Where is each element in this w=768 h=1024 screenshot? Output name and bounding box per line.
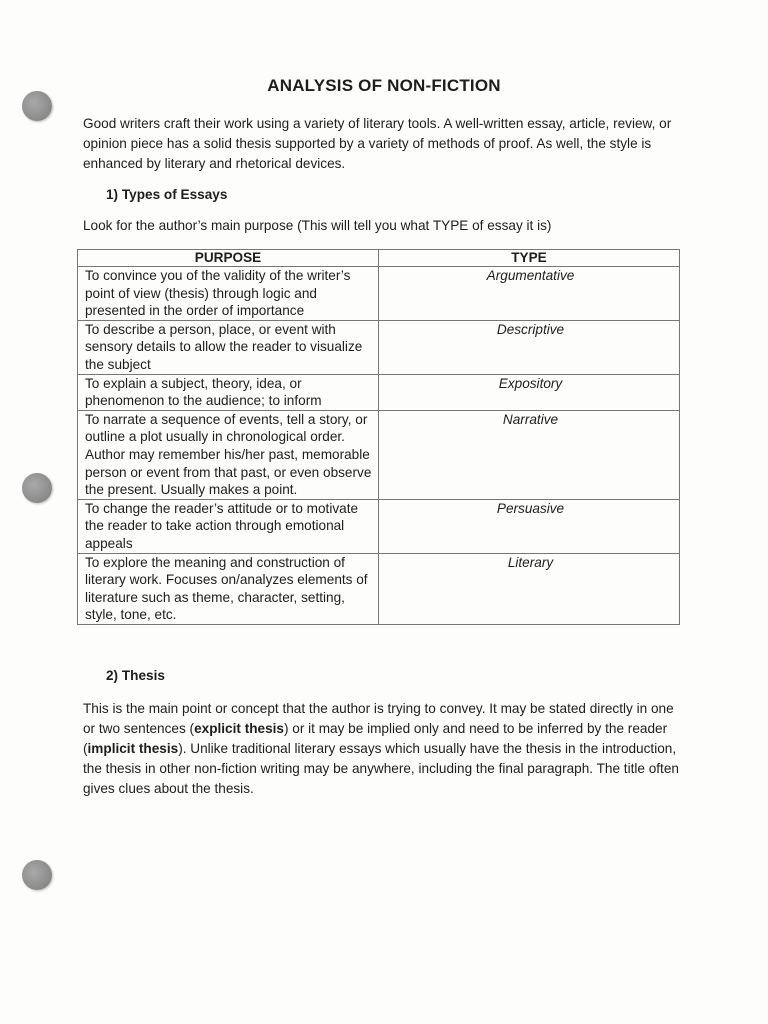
essay-types-table bbox=[77, 249, 680, 625]
page-title: ANALYSIS OF NON-FICTION bbox=[267, 76, 501, 95]
purpose-cell: To describe a person, place, or event with sensory details to allow the reader to visualize the subject bbox=[78, 320, 379, 374]
thesis-text-part: ). Unlike traditional literary essays which usually have the thesis in the introduction, the thesis in other non-fiction writing may be anywhere, including the final paragraph. The title often gives clues about the thesis. bbox=[83, 741, 679, 796]
explicit-thesis-term: explicit thesis bbox=[194, 721, 284, 736]
table-row bbox=[78, 499, 680, 553]
type-cell: Narrative bbox=[379, 410, 680, 499]
section-heading-types: 1) Types of Essays bbox=[106, 187, 228, 202]
purpose-cell: To explain a subject, theory, idea, or phenomenon to the audience; to inform bbox=[78, 374, 379, 410]
column-header-type: TYPE bbox=[379, 250, 680, 267]
type-cell: Persuasive bbox=[379, 499, 680, 553]
section-heading-thesis: 2) Thesis bbox=[106, 668, 165, 683]
binder-hole-bottom bbox=[22, 860, 52, 890]
type-cell: Descriptive bbox=[379, 320, 680, 374]
table-row bbox=[78, 374, 680, 410]
type-cell: Argumentative bbox=[379, 267, 680, 321]
type-cell: Literary bbox=[379, 553, 680, 624]
instruction-text: Look for the author’s main purpose (This will tell you what TYPE of essay it is) bbox=[83, 218, 552, 233]
column-header-purpose: PURPOSE bbox=[78, 250, 379, 267]
table-row bbox=[78, 320, 680, 374]
table-header-row bbox=[78, 250, 680, 267]
implicit-thesis-term: implicit thesis bbox=[87, 741, 179, 756]
thesis-text-part: ) or it may be implied only and need to be inferred by the reader ( bbox=[83, 721, 668, 756]
thesis-paragraph bbox=[83, 699, 683, 799]
type-cell: Expository bbox=[379, 374, 680, 410]
purpose-cell: To change the reader’s attitude or to motivate the reader to take action through emotional appeals bbox=[78, 499, 379, 553]
binder-hole-middle bbox=[22, 473, 52, 503]
purpose-cell: To explore the meaning and construction of literary work. Focuses on/analyzes elements of literature such as theme, character, setting, style, tone, etc. bbox=[78, 553, 379, 624]
purpose-cell: To narrate a sequence of events, tell a story, or outline a plot usually in chronological order. Author may remember his/her past, memorable person or event from that past, or even observe the present. Usually makes a point. bbox=[78, 410, 379, 499]
table-row bbox=[78, 410, 680, 499]
intro-paragraph: Good writers craft their work using a variety of literary tools. A well-written essay, article, review, or opinion piece has a solid thesis supported by a variety of methods of proof. As well, the style is enhanced by literary and rhetorical devices. bbox=[83, 116, 672, 171]
purpose-cell: To convince you of the validity of the writer’s point of view (thesis) through logic and presented in the order of importance bbox=[78, 267, 379, 321]
table-row bbox=[78, 553, 680, 624]
thesis-text-part: This is the main point or concept that the author is trying to convey. It may be stated directly in one or two sentences ( bbox=[83, 701, 674, 736]
table-row bbox=[78, 267, 680, 321]
